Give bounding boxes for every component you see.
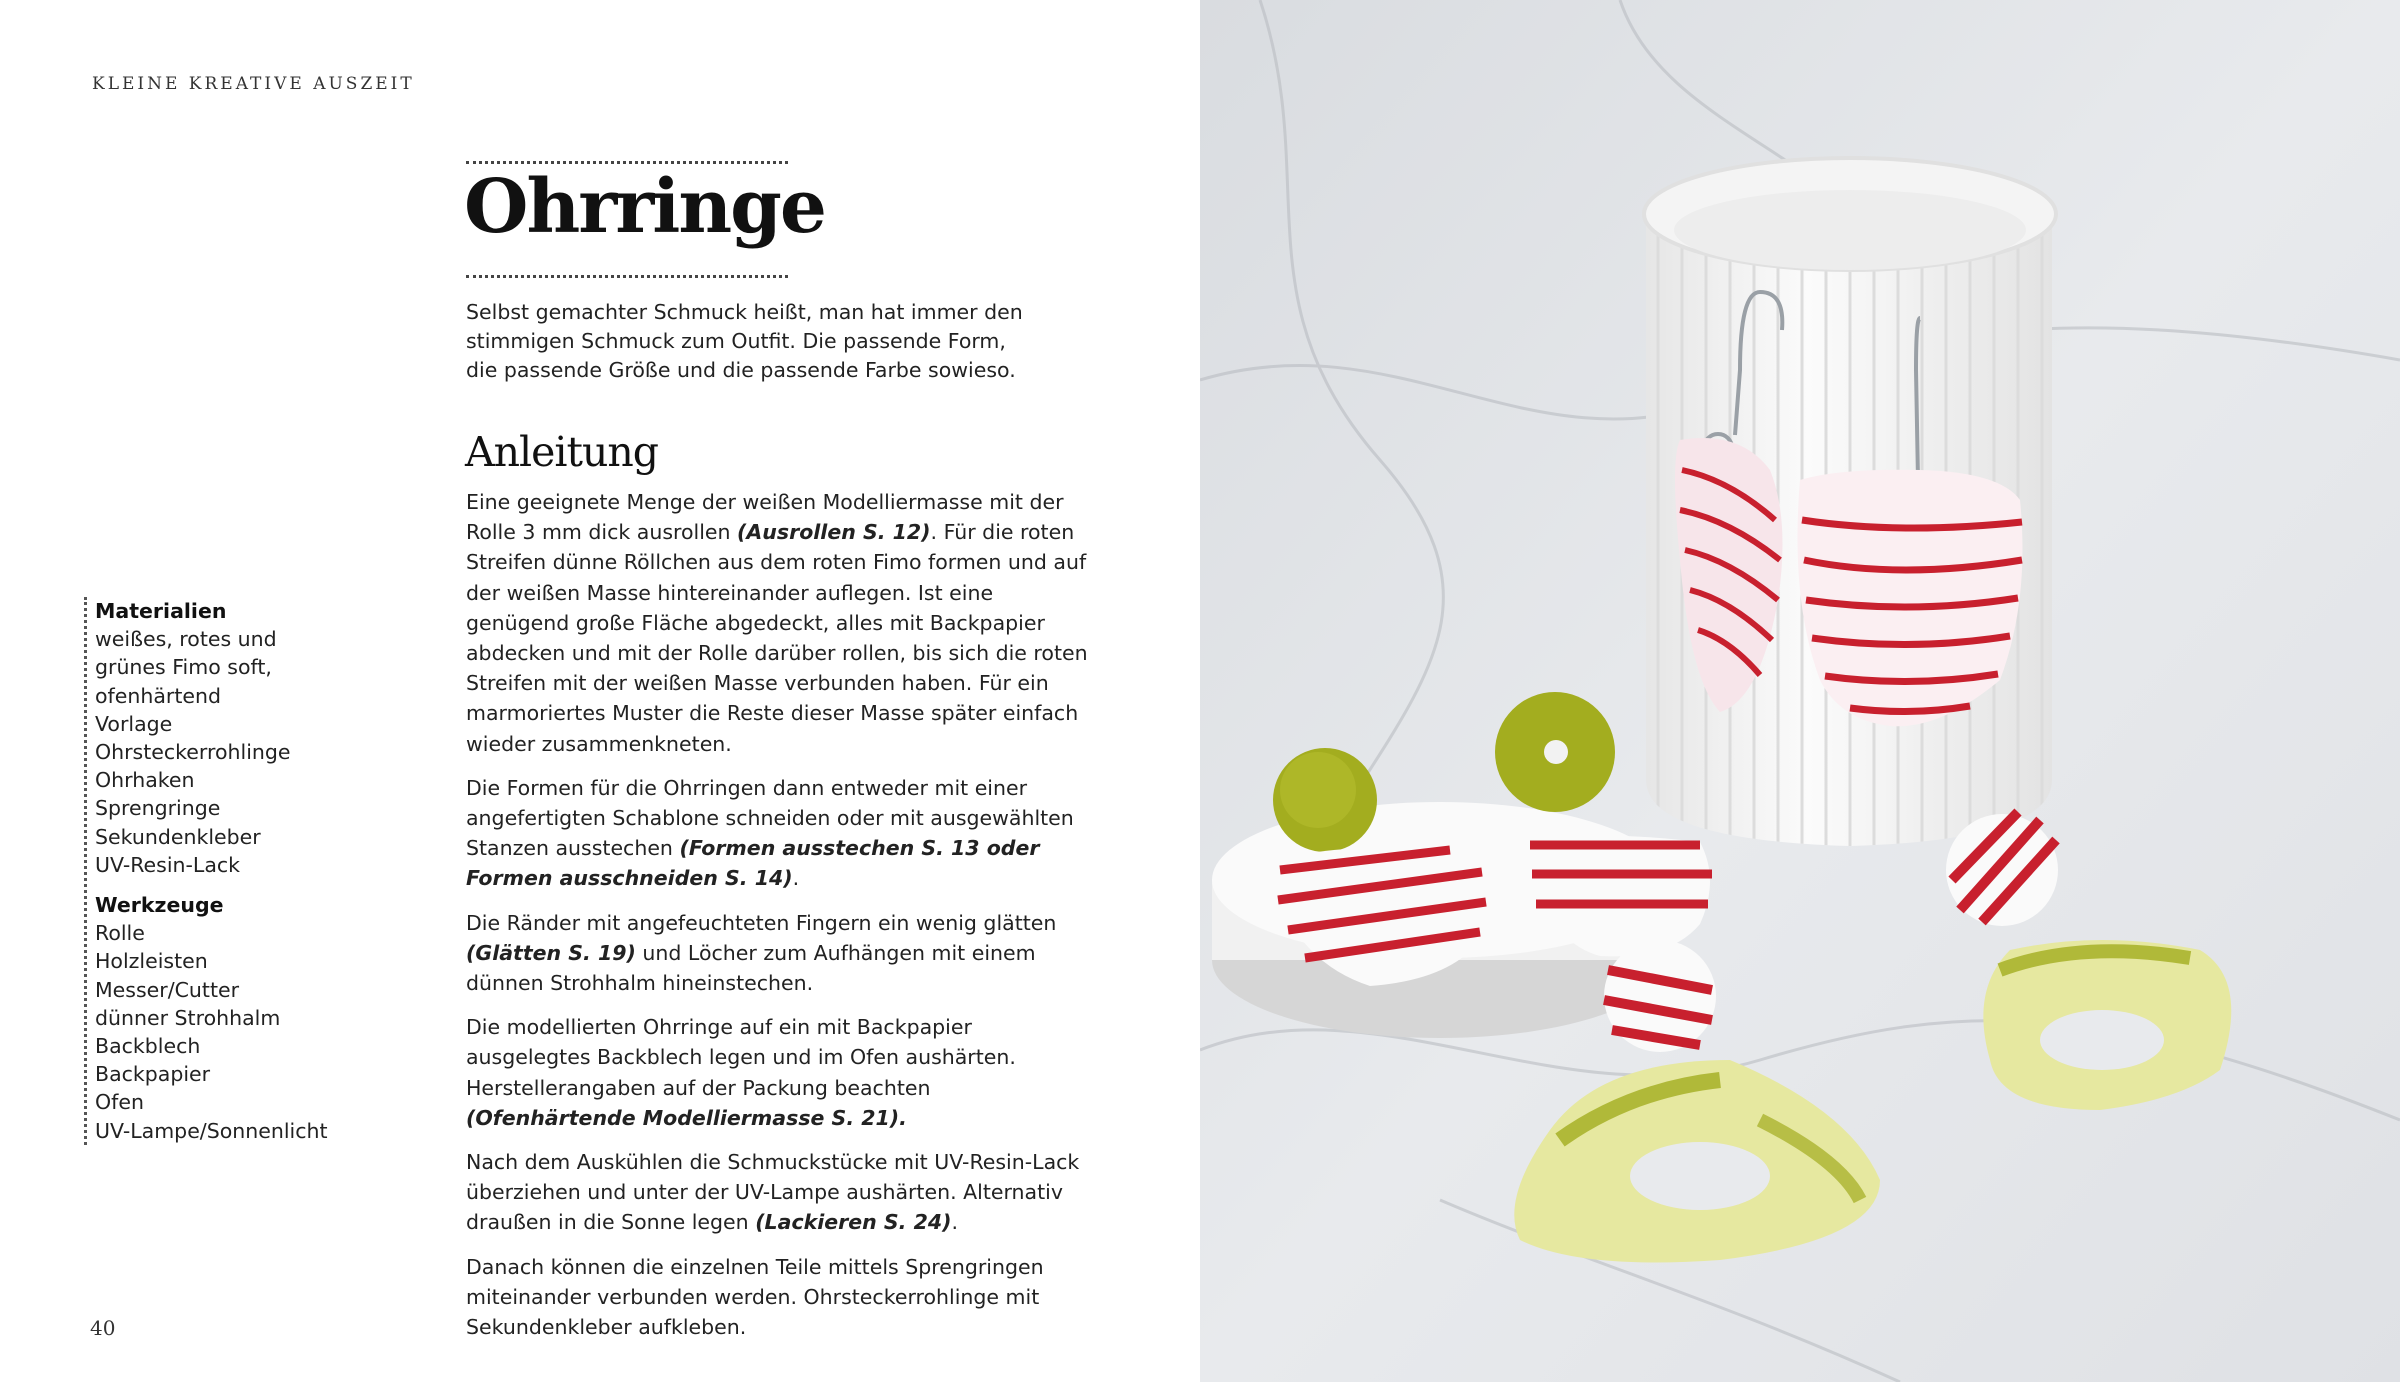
materials-list (95, 625, 355, 879)
running-head: KLEINE KREATIVE AUSZEIT (92, 74, 415, 94)
list-item: grünes Fimo soft, (95, 655, 272, 680)
step-paragraph: Danach können die einzelnen Teile mittels Sprengringen miteinander verbunden werden. Ohrsteckerrohlinge mit Sekundenkleber aufkleben. (466, 1254, 1044, 1340)
step-paragraph: Die modellierten Ohrringe auf ein mit Backpapier ausgelegtes Backblech legen und im Ofen aushärten. Herstellerangaben auf der Packung beachten (Ofenhärtende Modelliermasse S. 21). (466, 1015, 1016, 1130)
step-paragraph: Nach dem Auskühlen die Schmuckstücke mit UV-Resin-Lack überziehen und unter der UV-Lampe aushärten. Alternativ draußen in die Sonne legen (Lackieren S. 24). (466, 1150, 1080, 1235)
step-paragraph: Die Formen für die Ohrringen dann entweder mit einer angefertigten Schablone schneiden oder mit ausgewählten Stanzen ausstechen (Formen ausstechen S. 13 oder Formen ausschneiden S. 14). (466, 775, 1074, 891)
list-item: Ohrhaken (95, 768, 195, 793)
page-reference: (Lackieren S. 24) (755, 1210, 952, 1235)
materials-sidebar (84, 597, 355, 1145)
step-paragraph: Eine geeignete Menge der weißen Modelliermasse mit der Rolle 3 mm dick ausrollen (Ausrollen S. 12). Für die roten Streifen dünne Röllchen aus dem roten Fimo formen und auf der weißen Masse hintereinander auflegen. Ist eine genügend große Fläche abgedeckt, alles mit Backpapier abdecken und mit der Rolle darüber rollen, bis sich die roten Streifen mit der weißen Masse verbunden haben. Für ein marmoriertes Muster die Reste dieser Masse später einfach wieder zusammenkneten. (466, 490, 1088, 756)
list-item: Ofen (95, 1090, 144, 1115)
earrings-photo (1200, 0, 2400, 1382)
intro-paragraph: Selbst gemachter Schmuck heißt, man hat immer den stimmigen Schmuck zum Outfit. Die passende Form, die passende Größe und die passende Farbe sowieso. (466, 300, 1023, 382)
striped-earring-right (1798, 470, 2023, 727)
list-item: Ohrsteckerrohlinge (95, 740, 291, 765)
list-item: UV-Lampe/Sonnenlicht (95, 1118, 328, 1143)
step-paragraph: Die Ränder mit angefeuchteten Fingern ein wenig glätten (Glätten S. 19) und Löcher zum Aufhängen mit einem dünnen Strohhalm hineinstechen. (466, 910, 1057, 996)
list-item: Sprengringe (95, 796, 221, 821)
list-item: Backpapier (95, 1062, 211, 1087)
page-reference: (Glätten S. 19) (466, 940, 636, 965)
tools-list (95, 919, 355, 1145)
tools-heading: Werkzeuge (95, 893, 224, 918)
list-item: Backblech (95, 1034, 201, 1059)
list-item: Holzleisten (95, 949, 208, 974)
list-item: weißes, rotes und (95, 627, 277, 652)
page-reference: (Formen ausstechen S. 13 oder Formen ausschneiden S. 14) (466, 836, 1040, 891)
list-item: ofenhärtend (95, 683, 222, 708)
section-heading: Anleitung (465, 428, 659, 476)
list-item: Rolle (95, 921, 145, 946)
title-divider-bottom (466, 275, 788, 278)
instructions (466, 487, 1096, 1356)
list-item: Sekundenkleber (95, 824, 261, 849)
page-number: 40 (90, 1316, 116, 1340)
list-item: UV-Resin-Lack (95, 852, 241, 877)
list-item: dünner Strohhalm (95, 1005, 281, 1030)
page-title: Ohrringe (464, 164, 825, 250)
page-reference: (Ofenhärtende Modelliermasse S. 21). (466, 1105, 907, 1130)
list-item: Vorlage (95, 711, 173, 736)
materials-heading: Materialien (95, 599, 227, 623)
list-item: Messer/Cutter (95, 977, 240, 1002)
page-reference: (Ausrollen S. 12) (737, 520, 931, 545)
